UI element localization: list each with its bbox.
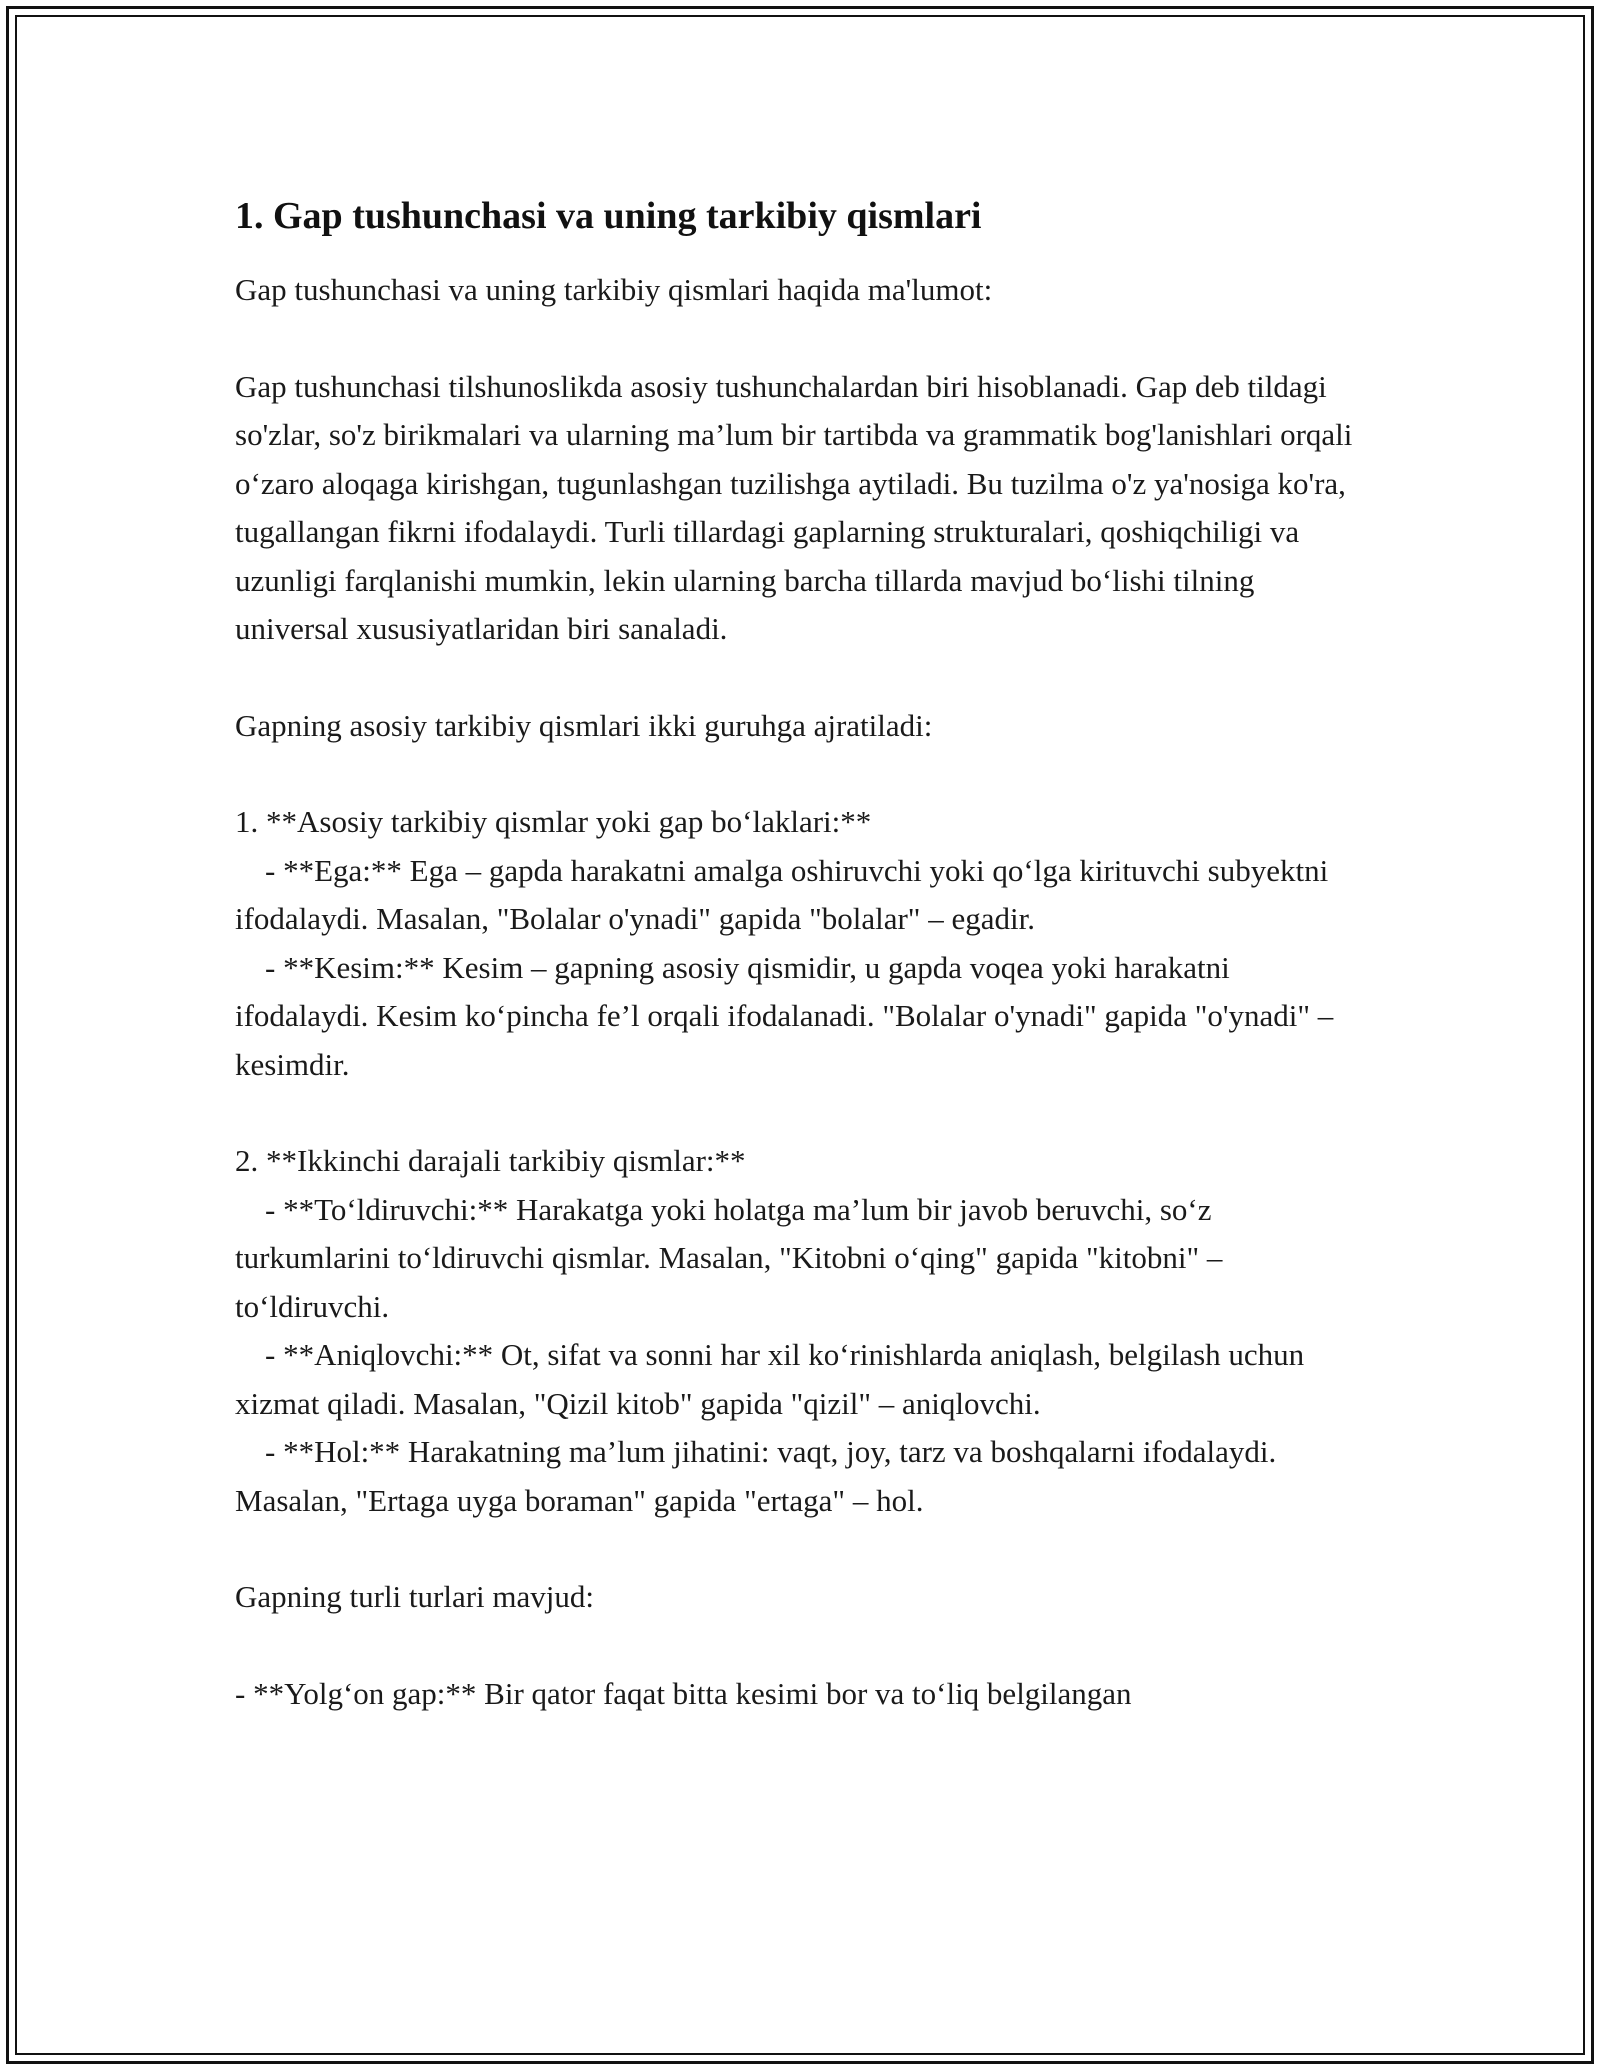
- main-parts-section: [235, 798, 1370, 1089]
- secondary-parts-heading: 2. **Ikkinchi darajali tarkibiy qismlar:**: [235, 1143, 746, 1178]
- types-paragraph: Gapning turli turlari mavjud:: [235, 1579, 595, 1614]
- secondary-parts-section: [235, 1137, 1370, 1525]
- list-item-hol: - **Hol:** Harakatning ma’lum jihatini: vaqt, joy, tarz va boshqalarni ifodalaydi. Masalan, "Ertaga uyga boraman" gapida "ertaga" – hol.: [235, 1434, 1277, 1518]
- list-item-ega: - **Ega:** Ega – gapda harakatni amalga oshiruvchi yoki qo‘lga kirituvchi subyektni ifodalaydi. Masalan, "Bolalar o'ynadi" gapida "bolalar" – egadir.: [235, 852, 1329, 936]
- document-page: [235, 188, 1370, 1718]
- groups-paragraph: Gapning asosiy tarkibiy qismlari ikki guruhga ajratiladi:: [235, 707, 933, 743]
- list-item-aniqlovchi: - **Aniqlovchi:** Ot, sifat va sonni har xil ko‘rinishlarda aniqlash, belgilash uchun xizmat qiladi. Masalan, "Qizil kitob" gapida "qizil" – aniqlovchi.: [235, 1337, 1305, 1421]
- intro-paragraph: Gap tushunchasi va uning tarkibiy qismlari haqida ma'lumot:: [235, 272, 993, 307]
- list-item-yolgon-gap: - **Yolg‘on gap:** Bir qator faqat bitta kesimi bor va to‘liq belgilangan: [235, 1675, 1132, 1711]
- list-item-kesim: - **Kesim:** Kesim – gapning asosiy qismidir, u gapda voqea yoki harakatni ifodalaydi. Kesim ko‘pincha fe’l orqali ifodalanadi. "Bolalar o'ynadi" gapida "o'ynadi" – kesimdir.: [235, 949, 1334, 1082]
- list-item-toldiruvchi: - **To‘ldiruvchi:** Harakatga yoki holatga ma’lum bir javob beruvchi, so‘z turkumlarini to‘ldiruvchi qismlar. Masalan, "Kitobni o‘qing" gapida "kitobni" – to‘ldiruvchi.: [235, 1191, 1223, 1324]
- definition-paragraph: Gap tushunchasi tilshunoslikda asosiy tushunchalardan biri hisoblanadi. Gap deb tildagi so'zlar, so'z birikmalari va ularning ma’lum bir tartibda va grammatik bog'lanishlari orqali o‘zaro aloqaga kirishgan, tugunlashgan tuzilishga aytiladi. Bu tuzilma o'z ya'nosiga ko'ra, tugallangan fikrni ifodalaydi. Turli tillardagi gaplarning strukturalari, qoshiqchiligi va uzunligi farqlanishi mumkin, lekin ularning barcha tillarda mavjud bo‘lishi tilning universal xususiyatlaridan biri sanaladi.: [235, 368, 1353, 646]
- main-parts-heading: 1. **Asosiy tarkibiy qismlar yoki gap bo‘laklari:**: [235, 804, 872, 839]
- document-title: 1. Gap tushunchasi va uning tarkibiy qismlari: [235, 195, 982, 237]
